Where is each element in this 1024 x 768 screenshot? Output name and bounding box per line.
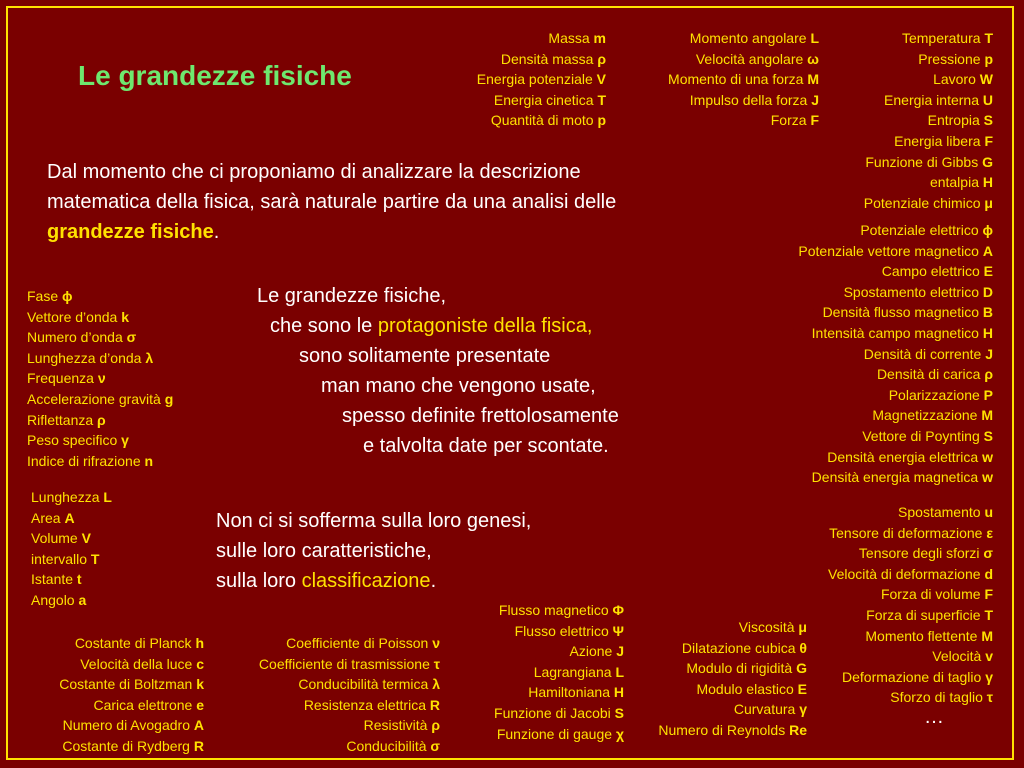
quantity-name: Entropia [927, 112, 984, 129]
quantity-name: Resistività [363, 717, 432, 734]
list-elasticity [828, 502, 993, 708]
quantity-symbol: J [811, 91, 819, 108]
quantity-item [798, 220, 993, 241]
quantity-name: Conducibilità [346, 737, 431, 754]
quantity-symbol: ϕ [982, 222, 993, 238]
quantity-name: Flusso magnetico [498, 602, 613, 618]
quantity-item [798, 241, 993, 262]
quantity-name: Massa [548, 30, 594, 46]
quantity-name: Momento flettente [865, 627, 982, 644]
quantity-symbol: σ [430, 737, 440, 754]
quantity-symbol: e [196, 696, 204, 713]
quantity-symbol: S [614, 704, 624, 721]
quantity-item [864, 49, 993, 70]
quantity-item [259, 633, 440, 654]
quantity-item [494, 662, 624, 683]
quantity-symbol: ϕ [62, 288, 73, 304]
quantity-symbol: F [984, 132, 993, 149]
quantity-name: Momento angolare [689, 30, 811, 46]
quantity-item [477, 49, 606, 70]
list-rotation [668, 28, 819, 131]
quantity-symbol: H [982, 174, 993, 191]
lower-line-1: Non ci si sofferma sulla loro genesi, [216, 510, 532, 532]
quantity-item [864, 110, 993, 131]
quantity-symbol: γ [799, 701, 807, 718]
quantity-item [828, 543, 993, 564]
quantity-item [31, 569, 112, 590]
quantity-item [864, 90, 993, 111]
quantity-name: Fase [27, 288, 63, 304]
quantity-item [59, 715, 204, 736]
quantity-name: Sforzo di taglio [890, 689, 987, 706]
quantity-name: Indice di rifrazione [27, 452, 145, 469]
quantity-name: Energia libera [894, 132, 985, 149]
quantity-symbol: w [982, 469, 993, 486]
quantity-name: Funzione di Gibbs [865, 153, 983, 170]
quantity-item [59, 695, 204, 716]
quantity-name: Area [31, 509, 65, 526]
quantity-name: Costante di Rydberg [62, 737, 194, 754]
quantity-name: Numero di Avogadro [62, 717, 194, 734]
quantity-name: Velocità di deformazione [828, 565, 985, 582]
quantity-item [494, 600, 624, 621]
quantity-symbol: ρ [597, 50, 606, 67]
quantity-name: Curvatura [733, 701, 800, 718]
quantity-symbol: L [103, 489, 112, 505]
quantity-item [668, 28, 819, 49]
quantity-name: Densità flusso magnetico [822, 304, 983, 321]
quantity-symbol: h [195, 635, 204, 651]
quantity-symbol: E [983, 263, 993, 280]
quantity-item [864, 172, 993, 193]
quantity-item [494, 682, 624, 703]
quantity-name: Forza [770, 112, 811, 129]
quantity-symbol: L [615, 663, 624, 680]
quantity-symbol: G [796, 660, 807, 677]
quantity-name: Peso specifico [27, 432, 122, 449]
quantity-item [828, 646, 993, 667]
quantity-symbol: ρ [97, 411, 106, 428]
quantity-symbol: A [982, 242, 993, 259]
quantity-name: Coefficiente di trasmissione [258, 655, 434, 672]
quantity-symbol: S [983, 427, 993, 444]
quantity-name: Momento di una forza [668, 71, 808, 88]
quantity-item [259, 695, 440, 716]
slide-title: Le grandezze fisiche [78, 60, 352, 91]
quantity-name: Angolo [31, 591, 79, 608]
ellipsis: … [924, 706, 944, 728]
quantity-item [864, 131, 993, 152]
quantity-name: Funzione di gauge [496, 725, 616, 742]
intro-line-3 [47, 217, 616, 247]
quantity-symbol: M [981, 407, 993, 424]
middle-line-4: man mano che vengono usate, [321, 375, 596, 397]
quantity-item [477, 69, 606, 90]
quantity-item [828, 502, 993, 523]
quantity-item [668, 49, 819, 70]
quantity-symbol: L [810, 30, 819, 46]
quantity-symbol: T [984, 606, 993, 623]
quantity-name: Velocità [932, 648, 986, 665]
list-geometry [31, 487, 112, 611]
quantity-symbol: S [983, 112, 993, 129]
classification-highlight: classificazione [301, 570, 431, 592]
protagonists-highlight: protagoniste della fisica, [377, 315, 593, 337]
quantity-name: Accelerazione gravità [27, 390, 165, 407]
quantity-name: Funzione di Jacobi [494, 704, 615, 721]
quantity-name: intervallo [31, 550, 91, 567]
quantity-symbol: χ [615, 725, 624, 742]
quantity-symbol: ν [97, 370, 106, 387]
quantity-symbol: ρ [984, 366, 993, 383]
quantity-symbol: R [429, 696, 440, 713]
quantity-name: Energia potenziale [476, 71, 597, 88]
quantity-item [828, 667, 993, 688]
quantity-name: Potenziale chimico [863, 194, 985, 211]
intro-paragraph [47, 157, 616, 247]
quantity-symbol: J [616, 643, 624, 660]
quantity-symbol: H [613, 684, 624, 701]
quantity-item [828, 626, 993, 647]
quantity-symbol: k [121, 308, 129, 325]
quantity-item [864, 152, 993, 173]
quantity-symbol: m [593, 30, 606, 46]
middle-line-2: che sono le protagoniste della fisica, [270, 315, 593, 337]
quantity-symbol: γ [121, 432, 129, 449]
quantity-item [477, 28, 606, 49]
list-coefficients [259, 633, 440, 757]
quantity-symbol: λ [432, 676, 440, 693]
quantity-item [658, 638, 807, 659]
quantity-symbol: Ψ [612, 622, 624, 639]
lower-paragraph [216, 506, 531, 596]
list-constants [59, 633, 204, 757]
quantity-name: Dilatazione cubica [681, 639, 800, 656]
quantity-item [494, 621, 624, 642]
quantity-item [828, 687, 993, 708]
quantity-symbol: a [78, 591, 87, 608]
quantity-symbol: M [981, 627, 993, 644]
quantity-item [59, 674, 204, 695]
quantity-symbol: P [983, 386, 993, 403]
quantity-name: Frequenza [27, 370, 98, 387]
quantity-name: Densità di corrente [863, 345, 986, 362]
quantity-symbol: J [985, 345, 993, 362]
quantity-name: Velocità della luce [80, 655, 197, 672]
quantity-name: Pressione [918, 50, 985, 67]
quantity-item [477, 90, 606, 111]
quantity-symbol: σ [983, 545, 993, 562]
quantity-symbol: A [193, 717, 204, 734]
quantity-item [259, 654, 440, 675]
quantity-name: Velocità angolare [695, 50, 808, 67]
quantity-item [798, 261, 993, 282]
quantity-name: Potenziale vettore magnetico [798, 242, 983, 259]
quantity-name: Lunghezza [31, 489, 104, 505]
quantity-symbol: F [984, 586, 993, 603]
quantity-item [494, 703, 624, 724]
quantity-name: Impulso della forza [689, 91, 812, 108]
quantity-name: Forza di volume [880, 586, 985, 603]
quantity-name: Tensore di deformazione [829, 524, 987, 541]
quantity-symbol: τ [433, 655, 440, 672]
intro-line-2: matematica della fisica, sarà naturale partire da una analisi delle [47, 191, 617, 213]
list-mechanics [477, 28, 606, 131]
middle-paragraph [0, 281, 1024, 461]
quantity-name: Costante di Planck [74, 635, 196, 651]
quantity-symbol: V [81, 530, 91, 547]
quantity-symbol: Re [789, 721, 807, 738]
quantity-name: Deformazione di taglio [842, 668, 986, 685]
quantity-name: Numero d’onda [27, 329, 127, 346]
quantity-item [864, 193, 993, 214]
quantity-name: Modulo di rigidità [686, 660, 797, 677]
quantity-name: Energia cinetica [493, 91, 598, 108]
quantity-item [31, 528, 112, 549]
quantity-item [798, 467, 993, 488]
quantity-item [828, 564, 993, 585]
quantity-symbol: λ [145, 349, 154, 366]
quantity-symbol: T [597, 91, 606, 108]
quantity-item [259, 715, 440, 736]
quantity-symbol: σ [126, 329, 137, 346]
quantity-name: Modulo elastico [696, 680, 798, 697]
quantity-symbol: E [797, 680, 807, 697]
quantity-symbol: D [982, 283, 993, 300]
quantity-name: Densità energia magnetica [811, 469, 983, 486]
quantity-name: Carica elettrone [93, 696, 197, 713]
quantity-symbol: A [64, 509, 75, 526]
quantity-name: Conducibilità termica [298, 676, 433, 693]
quantity-name: Densità massa [500, 50, 598, 67]
middle-line-1: Le grandezze fisiche, [257, 285, 447, 307]
quantity-name: Azione [569, 643, 617, 660]
quantity-symbol: g [164, 390, 174, 407]
quantity-item [494, 724, 624, 745]
quantity-name: Densità di carica [876, 366, 985, 383]
quantity-symbol: θ [799, 639, 807, 656]
quantity-item [658, 679, 807, 700]
quantity-item [59, 633, 204, 654]
list-analytical [494, 600, 624, 744]
quantity-item [31, 590, 112, 611]
quantity-symbol: H [982, 324, 993, 341]
quantity-item [828, 584, 993, 605]
quantity-name: Temperatura [901, 30, 985, 46]
quantity-symbol: ω [807, 50, 819, 67]
middle-line-3: sono solitamente presentate [299, 345, 551, 367]
quantity-item [31, 549, 112, 570]
quantity-symbol: t [76, 571, 82, 588]
quantity-item [828, 605, 993, 626]
quantity-name: Vettore di Poynting [862, 427, 984, 444]
quantity-name: Lavoro [933, 71, 980, 88]
quantity-item [494, 641, 624, 662]
quantity-symbol: p [597, 112, 606, 129]
quantity-item [658, 720, 807, 741]
intro-line-1: Dal momento che ci proponiamo di analizzare la descrizione [47, 161, 581, 183]
quantity-item [658, 699, 807, 720]
quantity-name: Numero di Reynolds [658, 721, 790, 738]
list-thermo [864, 28, 993, 213]
intro-end: . [213, 221, 220, 243]
quantity-item [259, 674, 440, 695]
quantity-symbol: d [984, 565, 993, 582]
quantity-item [668, 110, 819, 131]
quantity-symbol: V [596, 71, 606, 88]
quantity-name: Spostamento [898, 504, 985, 520]
quantity-name: Potenziale elettrico [860, 222, 983, 238]
quantity-item [668, 90, 819, 111]
quantity-symbol: G [982, 153, 993, 170]
quantity-name: Lagrangiana [533, 663, 616, 680]
quantity-symbol: F [810, 112, 819, 129]
lower-line-2: sulle loro caratteristiche, [216, 540, 432, 562]
quantity-item [668, 69, 819, 90]
quantity-symbol: T [90, 550, 100, 567]
quantity-name: Tensore degli sforzi [858, 545, 984, 562]
quantity-name: Vettore d’onda [27, 308, 122, 325]
middle-line-5: spesso definite frettolosamente [342, 405, 619, 427]
quantity-name: Costante di Boltzman [59, 676, 197, 693]
quantity-name: Viscosità [738, 619, 799, 635]
quantity-symbol: ε [986, 524, 993, 541]
quantity-symbol: μ [984, 194, 993, 211]
quantity-symbol: p [984, 50, 993, 67]
quantity-item [658, 658, 807, 679]
quantity-symbol: μ [798, 619, 807, 635]
quantity-name: Volume [31, 530, 82, 547]
quantity-item [59, 736, 204, 757]
intro-emphasis: grandezze fisiche [47, 221, 214, 243]
quantity-name: Densità energia elettrica [827, 448, 983, 465]
quantity-symbol: W [979, 71, 993, 88]
lower-line-3: sulla loro classificazione. [216, 570, 437, 592]
quantity-symbol: τ [986, 689, 993, 706]
quantity-symbol: T [984, 30, 993, 46]
quantity-name: Flusso elettrico [514, 622, 613, 639]
quantity-item [864, 69, 993, 90]
quantity-name: Intensità campo magnetico [811, 324, 983, 341]
quantity-symbol: k [196, 676, 204, 693]
list-fluids [658, 617, 807, 741]
middle-line-6: e talvolta date per scontate. [363, 435, 609, 457]
quantity-name: Magnetizzazione [872, 407, 982, 424]
quantity-name: Coefficiente di Poisson [286, 635, 433, 651]
quantity-name: Istante [31, 571, 77, 588]
quantity-symbol: w [982, 448, 993, 465]
quantity-name: Campo elettrico [881, 263, 984, 280]
quantity-item [828, 523, 993, 544]
quantity-name: Resistenza elettrica [303, 696, 430, 713]
quantity-symbol: ρ [431, 717, 440, 734]
quantity-name: Riflettanza [27, 411, 98, 428]
quantity-symbol: M [807, 71, 819, 88]
quantity-name: Lunghezza d’onda [27, 349, 146, 366]
quantity-symbol: u [984, 504, 993, 520]
quantity-name: Polarizzazione [888, 386, 984, 403]
quantity-name: Energia interna [884, 91, 983, 108]
quantity-symbol: n [144, 452, 154, 469]
quantity-item [31, 508, 112, 529]
quantity-name: entalpia [929, 174, 983, 191]
quantity-symbol: γ [985, 668, 993, 685]
quantity-item [59, 654, 204, 675]
quantity-item [31, 487, 112, 508]
quantity-symbol: ν [432, 635, 440, 651]
quantity-item [658, 617, 807, 638]
quantity-symbol: c [196, 655, 204, 672]
quantity-name: Quantità di moto [490, 112, 598, 129]
quantity-symbol: R [193, 737, 204, 754]
quantity-item [477, 110, 606, 131]
quantity-item [864, 28, 993, 49]
quantity-name: Forza di superficie [866, 606, 985, 623]
quantity-symbol: U [982, 91, 993, 108]
quantity-symbol: Φ [612, 602, 624, 618]
quantity-symbol: B [982, 304, 993, 321]
quantity-name: Spostamento elettrico [843, 283, 983, 300]
quantity-symbol: v [985, 648, 993, 665]
quantity-item [259, 736, 440, 757]
quantity-name: Hamiltoniana [528, 684, 614, 701]
